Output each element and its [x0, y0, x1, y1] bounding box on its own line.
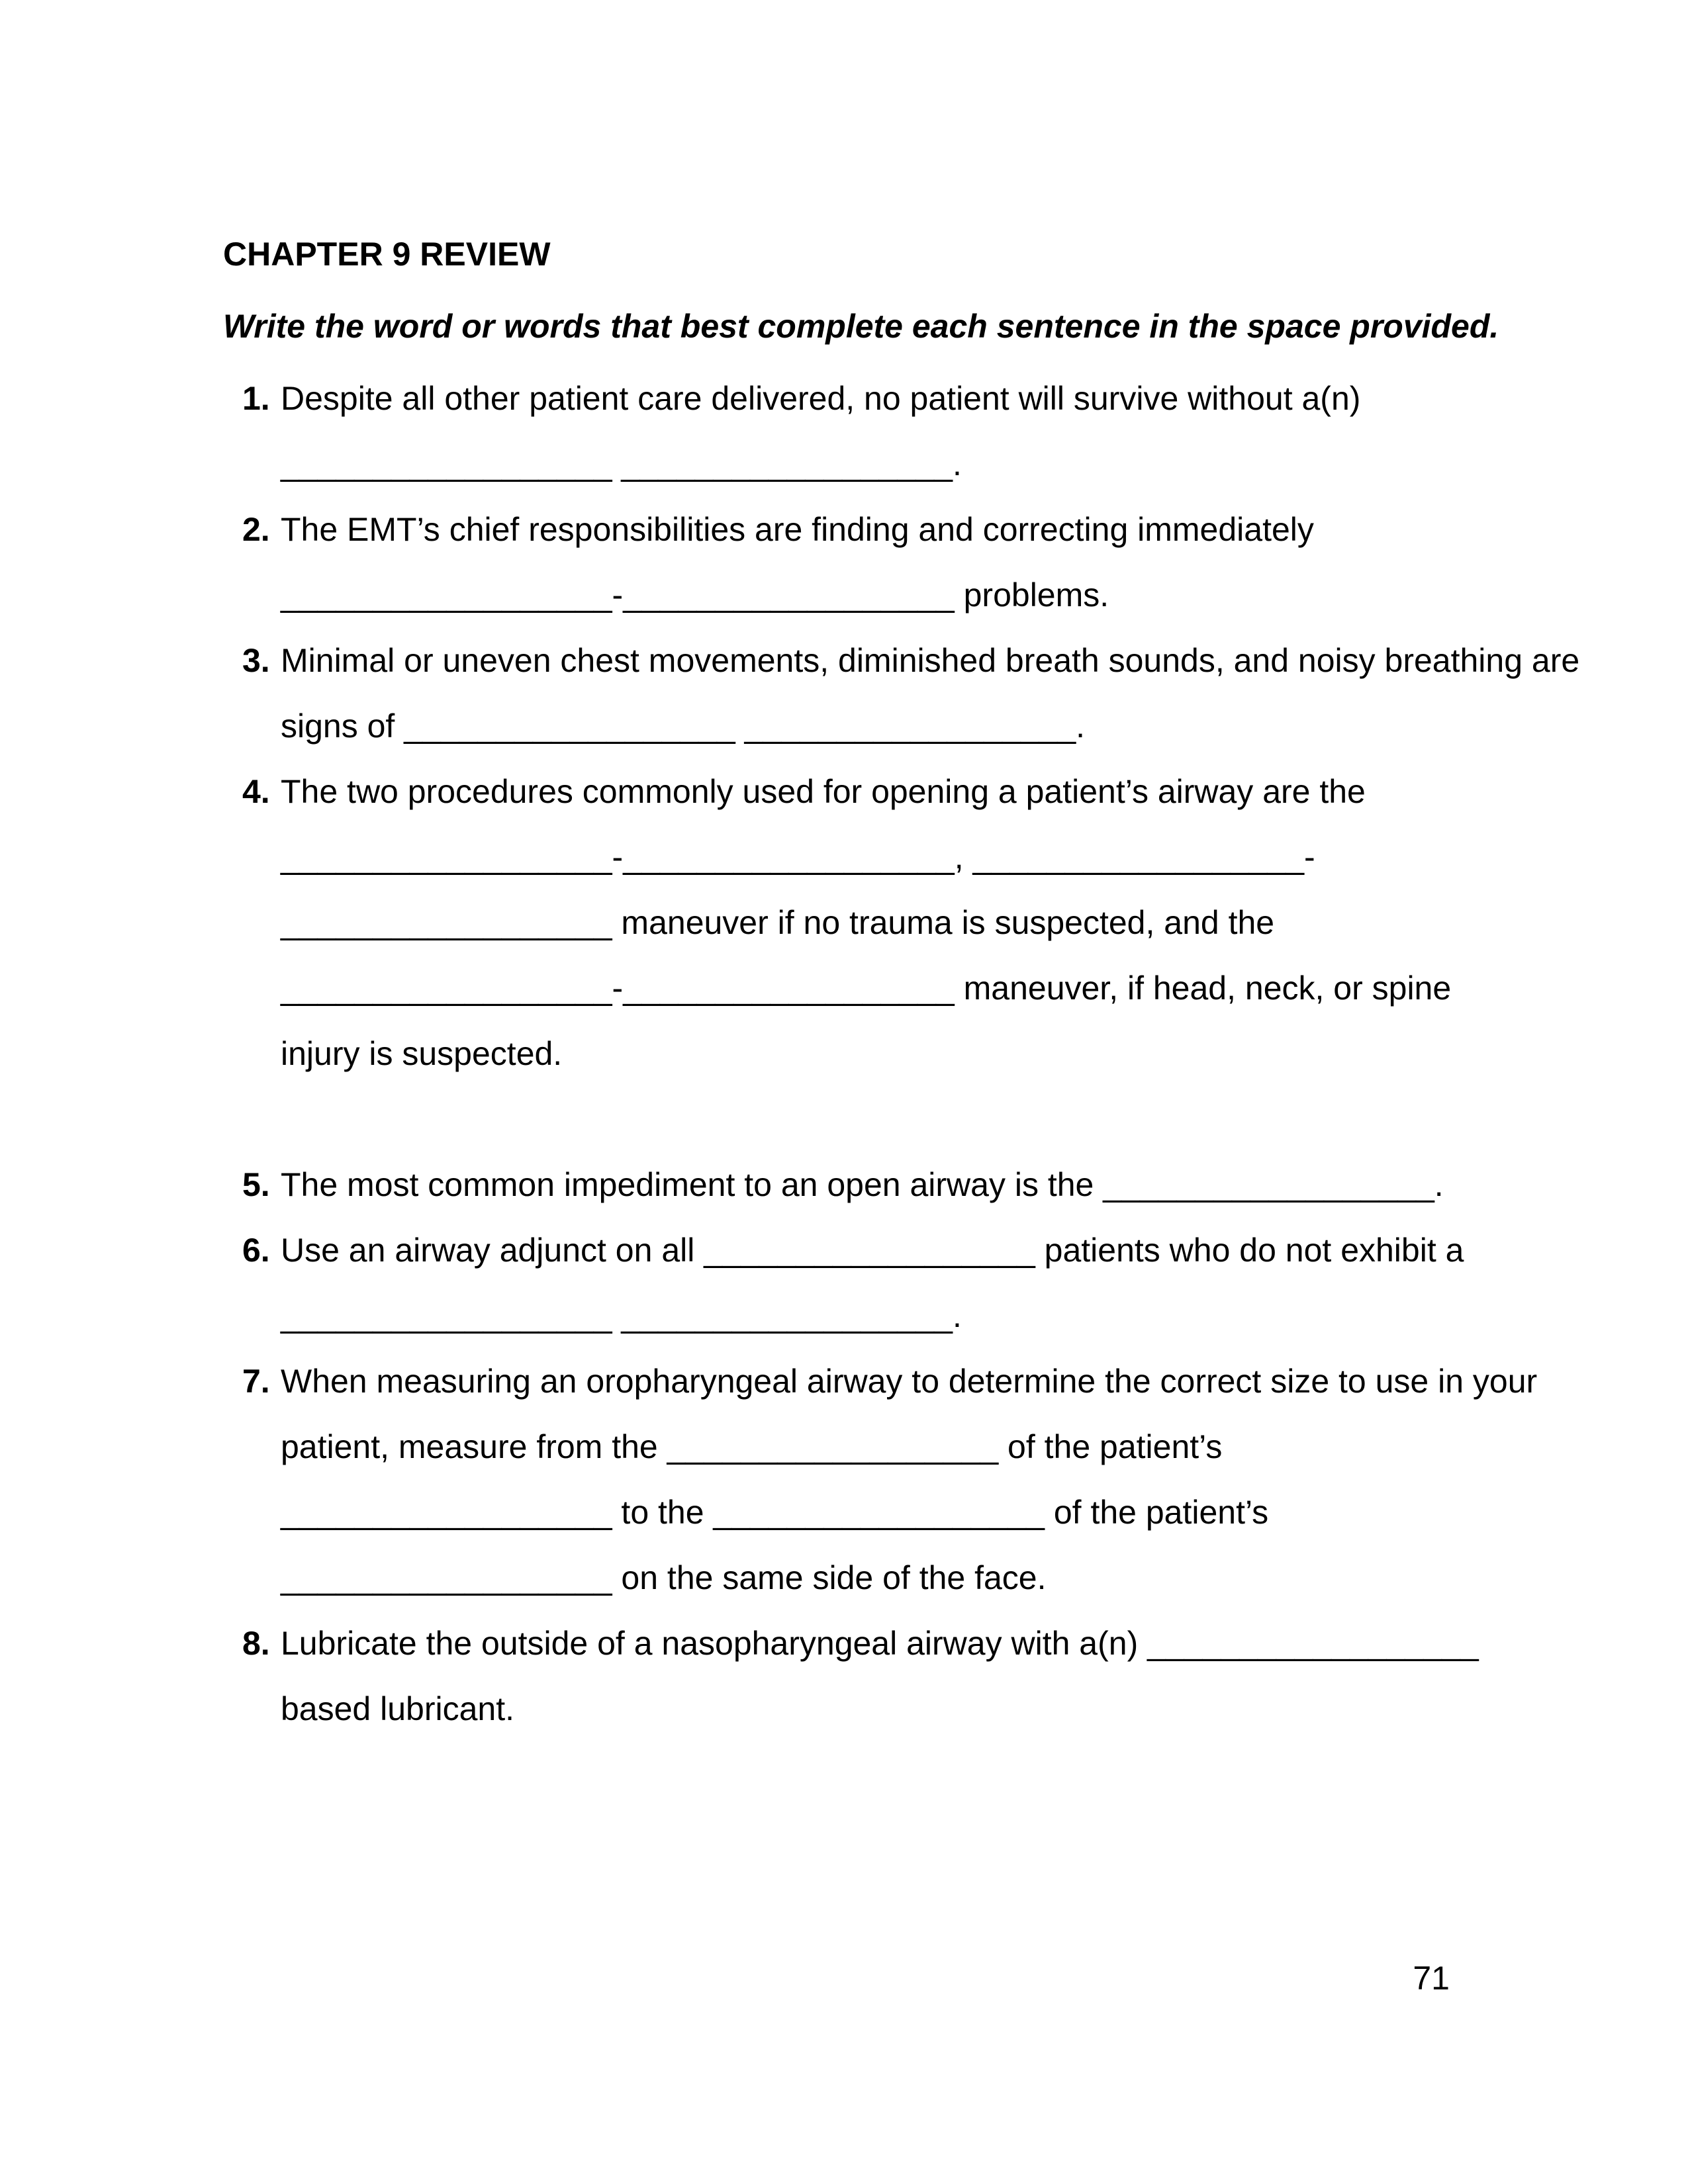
question-line: __________________ on the same side of the face.: [281, 1559, 1047, 1596]
page-number: 71: [1413, 1960, 1450, 1997]
question-line: __________________ maneuver if no trauma is suspected, and the: [281, 904, 1275, 941]
question-number: 2.: [242, 511, 270, 548]
instruction-text: Write the word or words that best complete each sentence in the space provided.: [223, 308, 1499, 345]
question-2: [223, 497, 1688, 628]
question-text: Minimal or uneven chest movements, diminished breath sounds, and noisy breathing are: [281, 642, 1580, 679]
question-text: The most common impediment to an open airway is the __________________.: [281, 1166, 1444, 1203]
question-number: 1.: [242, 380, 270, 417]
question-line: patient, measure from the __________________ of the patient’s: [281, 1428, 1223, 1465]
question-text: Lubricate the outside of a nasopharyngeal airway with a(n) __________________: [281, 1625, 1479, 1662]
question-line: based lubricant.: [281, 1690, 515, 1727]
question-number: 6.: [242, 1232, 270, 1269]
question-4: [223, 759, 1688, 1087]
question-line: [242, 759, 1688, 825]
question-text: When measuring an oropharyngeal airway to determine the correct size to use in your: [281, 1363, 1538, 1400]
question-6: [223, 1218, 1688, 1349]
question-line: __________________ __________________.: [281, 1297, 962, 1334]
question-line: __________________-__________________ problems.: [281, 576, 1109, 614]
question-line: __________________-__________________ maneuver, if head, neck, or spine: [281, 970, 1452, 1007]
question-line: __________________ to the __________________ of the patient’s: [281, 1494, 1269, 1531]
question-text: The EMT’s chief responsibilities are finding and correcting immediately: [281, 511, 1314, 548]
question-line: [242, 1218, 1688, 1283]
question-number: 3.: [242, 642, 270, 679]
question-line: [242, 1152, 1688, 1218]
question-7: [223, 1349, 1688, 1611]
question-line: [242, 366, 1688, 432]
question-text: The two procedures commonly used for opening a patient’s airway are the: [281, 773, 1366, 810]
question-line: __________________-__________________, __________________-: [281, 839, 1315, 876]
question-line: signs of __________________ __________________.: [281, 707, 1086, 745]
question-line: __________________ __________________.: [281, 445, 962, 482]
question-number: 8.: [242, 1625, 270, 1662]
question-8: [223, 1611, 1688, 1742]
question-text: Despite all other patient care delivered, no patient will survive without a(n): [281, 380, 1361, 417]
question-5: [223, 1152, 1688, 1218]
question-1: [223, 366, 1688, 497]
question-number: 4.: [242, 773, 270, 810]
question-line: injury is suspected.: [281, 1035, 563, 1072]
question-line: [242, 1349, 1688, 1414]
question-3: [223, 628, 1688, 759]
question-line: [242, 497, 1688, 563]
chapter-heading: CHAPTER 9 REVIEW: [223, 236, 551, 273]
question-text: Use an airway adjunct on all __________________ patients who do not exhibit a: [281, 1232, 1464, 1269]
blank-line: [223, 1087, 1688, 1152]
document-content: [223, 222, 1688, 1742]
question-line: [242, 628, 1688, 694]
question-number: 7.: [242, 1363, 270, 1400]
question-number: 5.: [242, 1166, 270, 1203]
question-line: [242, 1611, 1688, 1676]
